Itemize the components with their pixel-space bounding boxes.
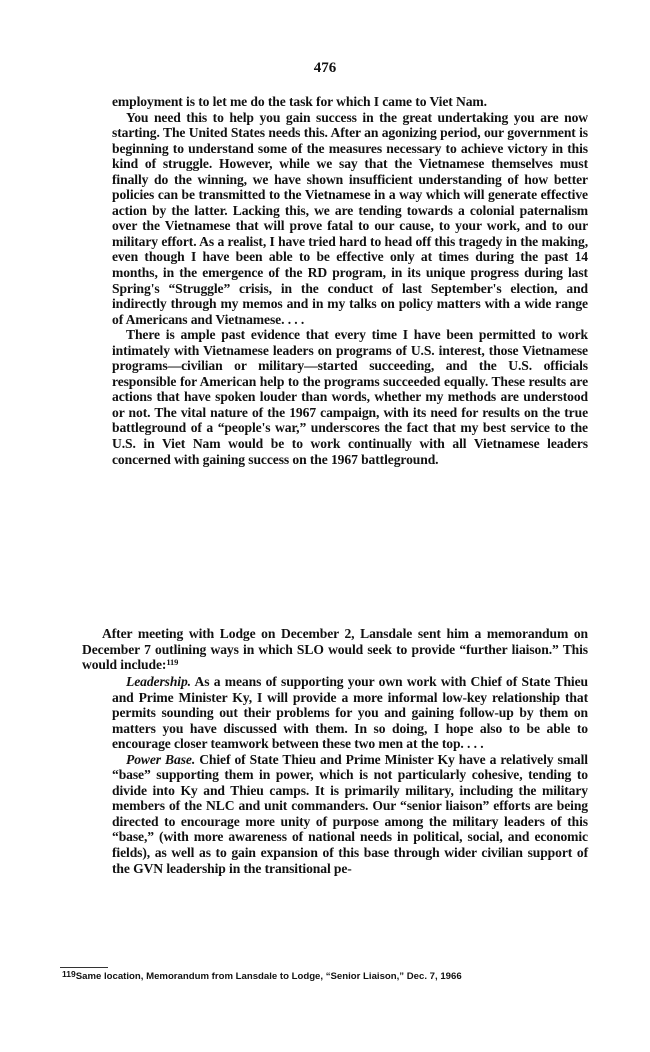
quote1-paragraph-1: employment is to let me do the task for which I came to Viet Nam. bbox=[112, 94, 487, 109]
page-number: 476 bbox=[313, 60, 337, 76]
footnote-reference: 119 bbox=[166, 657, 179, 668]
quote2-paragraph-leadership bbox=[112, 674, 588, 752]
quote2-paragraph-power-base bbox=[112, 752, 588, 876]
power-base-text: Chief of State Thieu and Prime Minister Ky have a relatively small “base” supporting them in power, which is not particularly cohesive, tending to divide into Ky and Thieu camps. It is primarily military, including the military members of the NLC and unit commanders. Our “senior liaison” efforts are being directed to encourage more unity of purpose among the military leaders of this “base,” (with more awareness of national needs in political, social, and economic fields), as well as to gain expansion of this base through wider civilian support of the GVN leadership in the transitional pe- bbox=[112, 751, 588, 876]
quote-block-2 bbox=[112, 674, 588, 876]
power-base-heading: Power Base. bbox=[126, 751, 196, 767]
quote1-paragraph-3: There is ample past evidence that every time I have been permitted to work intimately with Vietnamese leaders on programs of U.S. interest, those Vietnamese programs—civilian or military—started succeeding, and the U.S. officials responsible for American help to the programs succeeded equally. These results are actions that have spoken louder than words, whether my methods are understood or not. The vital nature of the 1967 campaign, with its need for results on the true battleground of a “people's war,” underscores the fact that my best service to the U.S. in Viet Nam would be to work continually with all Vietnamese leaders concerned with gaining success on the 1967 battleground. bbox=[112, 327, 588, 467]
leadership-heading: Leadership. bbox=[126, 674, 191, 689]
footnote-text: Same location, Memorandum from Lansdale to Lodge, “Senior Liaison,” Dec. 7, 1966 bbox=[75, 971, 462, 982]
footnote-divider bbox=[60, 967, 108, 968]
footnote-number: 119 bbox=[62, 969, 76, 979]
quote1-paragraph-2: You need this to help you gain success in the great undertaking you are now starting. The United States needs this. After an agonizing period, our government is beginning to understand some of the measures necessary to achieve victory in this kind of struggle. However, while we say that the Vietnamese themselves must finally do the winning, we have shown insufficient understanding of how better policies can be transmitted to the Vietnamese in a way which will generate effective action by the latter. Lacking this, we are tending towards a colonial paternalism over the Vietnamese that will prove fatal to our cause, to your work, and to our military effort. As a realist, I have tried hard to head off this tragedy in the making, even though I have been able to be effective only at times during the past 14 months, in the emergence of the RD program, in its unique progress during last Spring's “Struggle” crisis, in the conduct of last September's election, and indirectly through my memos and in my talks on policy matters with a wide range of Americans and Vietnamese. . . . bbox=[112, 109, 588, 327]
main-paragraph-text bbox=[82, 626, 588, 673]
leadership-text: As a means of supporting your own work with Chief of State Thieu and Prime Minister Ky, I will provide a more informal low-key relationship that permits sounding out their problems for you and gaining follow-up by them on matters you have discussed with them. In so doing, I hope also to be able to encourage closer teamwork between these two men at the top. . . . bbox=[112, 674, 588, 752]
main-paragraph-body: After meeting with Lodge on December 2, Lansdale sent him a memorandum on December 7 outlining ways in which SLO would seek to provide “further liaison.” This would include: bbox=[82, 626, 588, 673]
quote-block-1 bbox=[112, 94, 588, 467]
footnote bbox=[62, 971, 602, 982]
main-paragraph bbox=[82, 626, 588, 673]
